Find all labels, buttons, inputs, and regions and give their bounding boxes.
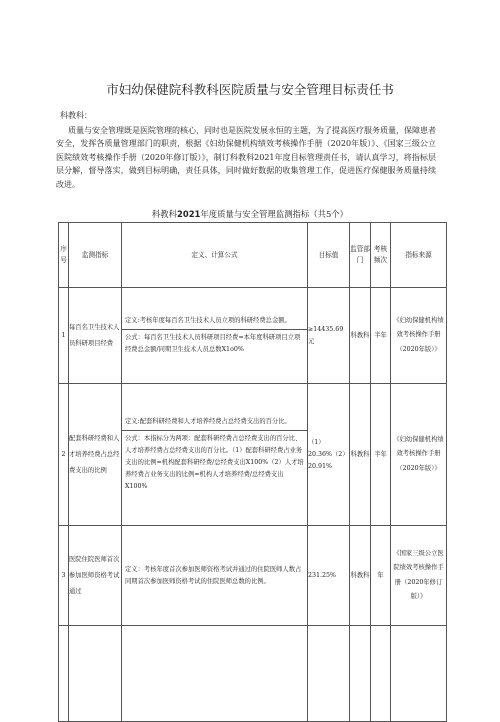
caption-rest: 年度质量与安全管理监测指标（共5个） <box>200 209 349 219</box>
row-dept: 科教科 <box>350 288 371 384</box>
table-caption <box>0 208 500 220</box>
table-row <box>59 288 447 384</box>
empty-cell <box>308 626 350 722</box>
row-indicator: 医院住院医师首次参加医师资格考试通过 <box>69 526 122 626</box>
row-definition: 定义:考核年度每百名卫生技术人员立项的科研经费总金额。 <box>125 317 291 324</box>
row-source: 《妇幼保健机构绩效考核操作手册（2020年版）》 <box>391 288 447 384</box>
row-dept: 科教科 <box>350 526 371 626</box>
empty-cell <box>59 626 69 722</box>
row-dept: 科教科 <box>350 384 371 526</box>
row-seq: 3 <box>59 526 69 626</box>
row-indicator: 配套科研经费和人才培养经费占总经费支出的比例 <box>69 384 122 526</box>
row-target: 231.25% <box>308 526 350 626</box>
row-target: （1）20.36%（2）20.91% <box>308 384 350 526</box>
header-indicator: 监测指标 <box>69 223 122 288</box>
table-row <box>59 526 447 626</box>
caption-dept: 科教科 <box>151 209 178 219</box>
row-freq: 半年 <box>371 384 391 526</box>
row-target: ≥14435.69元 <box>308 288 350 384</box>
row-seq: 2 <box>59 384 69 526</box>
row-definition: 定义:配套科研经费和人才培养经费占总经费支出的百分比。 <box>125 418 291 425</box>
header-seq: 序号 <box>59 223 69 288</box>
row-formula-cell <box>122 288 308 384</box>
header-target: 目标值 <box>308 223 350 288</box>
table-row-empty <box>59 626 447 722</box>
header-source: 指标来源 <box>391 223 447 288</box>
document-title: 市妇幼保健院科教科医院质量与安全管理目标责任书 <box>106 82 394 97</box>
table-row <box>59 384 447 526</box>
row-source: 《国家三级公立医院绩效考核操作手册（2020年修订版）》 <box>391 526 447 626</box>
header-formula: 定义、计算公式 <box>122 223 308 288</box>
row-formula-cell <box>122 384 308 526</box>
empty-cell <box>371 626 391 722</box>
row-source: 《妇幼保健机构绩效考核操作手册（2020年版）》 <box>391 384 447 526</box>
caption-year: 2021 <box>177 209 201 219</box>
salutation: 科教科： <box>60 111 92 120</box>
empty-cell <box>122 626 308 722</box>
row-definition: 定义：考核年度首次参加医师资格考试并通过的住院医师人数占同期首次参加医师资格考试的住院医师总数的比例。 <box>125 565 302 585</box>
row-freq: 年 <box>371 526 391 626</box>
header-dept: 监管部门 <box>350 223 371 288</box>
empty-cell <box>391 626 447 722</box>
intro-paragraph: 质量与安全管理既是医院管理的核心，同时也是医院发展永恒的主题，为了提高医疗服务质量，保障患者安全，发挥各质量管理部门的职责，根据《妇幼保健机构绩效考核操作手册（2020年版）》、《国家三级公立医院绩效考核操作手册（2020年修订版）》，制订科教科2021年度目标管理责任书，请认真学习，将指标层层分解，督导落实，做到目标明确，责任具体，同时做好数据的收集管理工作，促进医疗保健服务质量持续改进。 <box>56 126 436 189</box>
table-header-row <box>59 223 447 288</box>
empty-cell <box>69 626 122 722</box>
empty-cell <box>350 626 371 722</box>
header-freq: 考核频次 <box>371 223 391 288</box>
row-seq: 1 <box>59 288 69 384</box>
metrics-table <box>58 222 447 722</box>
row-formula-cell <box>122 526 308 626</box>
row-freq: 半年 <box>371 288 391 384</box>
row-formula: 公式：每百名卫生技术人员科研项目经费=本年度科研项目立项经费总金额/同期卫生技术人员总数X1o0% <box>122 329 307 358</box>
row-formula: 公式：本指标分为两项：配套科研经费占总经费支出的百分比、人才培养经费占总经费支出的百分比。（1）配套科研经费占业务支出的比例=机构配套科研经费/总经费支出X100%（2）人才培养经费占业务支出的比例=机构人才培养经费/总经费支出X100% <box>122 430 307 495</box>
row-indicator: 每百名卫生技术人员科研项目经费 <box>69 288 122 384</box>
